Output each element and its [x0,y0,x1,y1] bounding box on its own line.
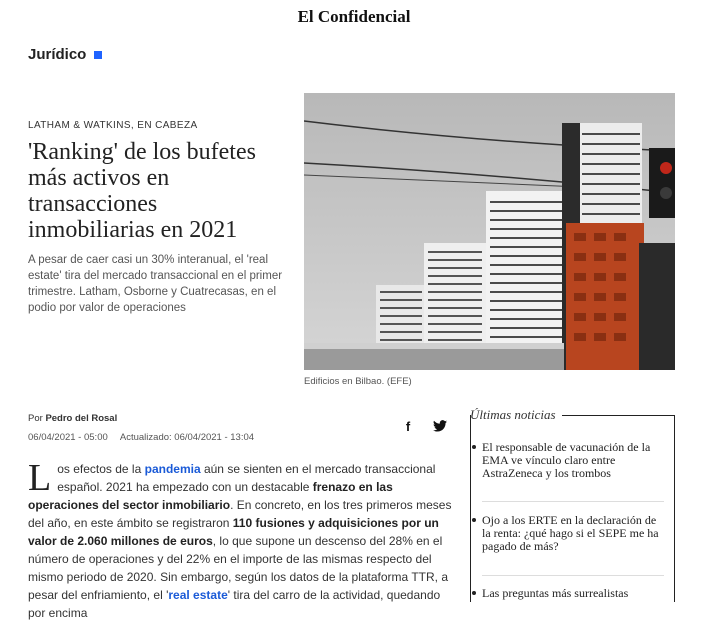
real-estate-link[interactable]: real estate [168,588,228,602]
latest-news-sidebar [470,407,675,602]
twitter-share-button[interactable] [430,416,450,436]
body-bold: frenazo en las operaciones del sector inmobiliario [28,480,393,512]
author-link[interactable]: Pedro del Rosal [45,413,118,424]
news-item[interactable]: Las preguntas más surrealistas [482,587,662,600]
news-divider [482,575,664,576]
news-item[interactable]: El responsable de vacunación de la EMA ve vínculo claro entre AstraZeneca y los trombos [482,441,662,480]
article-dates [28,432,264,443]
byline [28,413,117,424]
section-square-icon [94,51,102,59]
hero-image [304,93,675,370]
body-text: . En concreto, en los tres primeros meses del año, en este ámbito se registraron [28,498,452,530]
article-dek: A pesar de caer casi un 30% interanual, el 'real estate' tira del mercado transaccional en el primer trimestre. Latham, Osborne y Cuatrecasas, en el podio por valor de operaciones [28,254,283,314]
facebook-share-button[interactable] [398,416,418,436]
body-bold: 110 fusiones y adquisiciones por un valor de 2.060 millones de euros [28,516,439,548]
article-body [28,457,456,622]
drop-cap: L [28,457,52,499]
article-headline: 'Ranking' de los bufetes más activos en transacciones inmobiliarias en 2021 [28,139,256,243]
body-text: aún se sienten en el mercado transaccional español. 2021 ha empezado con un destacable [57,462,436,494]
site-logo[interactable]: El Confidencial [297,7,411,26]
news-divider [482,501,664,502]
sidebar-title [470,407,675,423]
social-share [398,416,450,436]
news-item[interactable]: Ojo a los ERTE en la declaración de la renta: ¿qué hago si el SEPE me ha pagado de más? [482,514,662,553]
pandemia-link[interactable]: pandemia [144,462,201,476]
body-text: , lo que supone un descenso del 28% en el número de operaciones y del 22% en el importe de las mismas respecto del mismo periodo de 2020. Sin embargo, según los datos de la plataforma TTR, a pesar del enfriamiento, el ' [28,534,449,602]
bilbao-buildings-photo [304,93,675,370]
sidebar-title-text: Últimas noticias [470,407,556,422]
published-date: 06/04/2021 - 05:00 [28,432,108,443]
twitter-icon [433,420,447,432]
body-text: os efectos de la [57,462,145,476]
section-link[interactable] [28,46,102,63]
byline-prefix: Por [28,413,43,424]
body-text: ' tira del carro de la actividad, quedando por encima [28,588,441,620]
updated-date: Actualizado: 06/04/2021 - 13:04 [119,432,255,443]
article-kicker: LATHAM & WATKINS, EN CABEZA [28,120,198,131]
image-caption: Edificios en Bilbao. (EFE) [304,376,412,387]
facebook-icon: f [405,418,411,434]
section-label: Jurídico [28,46,87,63]
